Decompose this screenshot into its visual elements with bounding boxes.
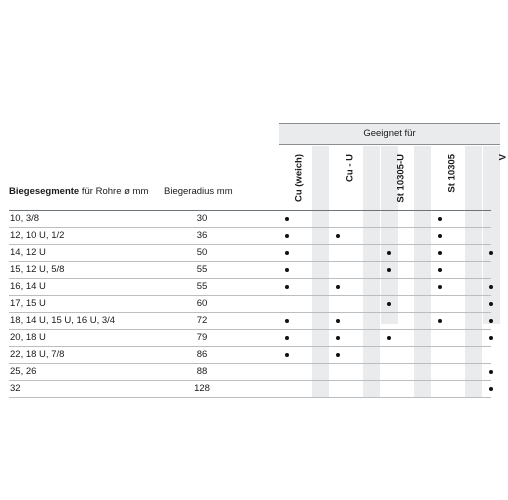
suitability-dot (285, 234, 289, 238)
cell-radius: 36 (196, 230, 208, 241)
suitability-dot (336, 336, 340, 340)
cell-radius: 72 (196, 315, 208, 326)
cell-segment: 12, 10 U, 1/2 (10, 230, 65, 241)
column-header-label: Cu - U (344, 154, 355, 182)
suitability-dot (285, 251, 289, 255)
suitability-dot (285, 336, 289, 340)
suitability-dot (438, 319, 442, 323)
row-spacer (414, 330, 431, 346)
suitability-dot (438, 234, 442, 238)
column-header-label: St 10305-U (395, 154, 406, 203)
cell-segment: 15, 12 U, 5/8 (10, 264, 65, 275)
suitability-dot (336, 234, 340, 238)
row-spacer (312, 211, 329, 227)
row-spacer (363, 262, 380, 278)
row-spacer (363, 381, 380, 397)
row-spacer (363, 296, 380, 312)
cell-segment: 22, 18 U, 7/8 (10, 349, 65, 360)
table-row (9, 262, 491, 279)
suitability-dot (285, 319, 289, 323)
suitability-dot (438, 251, 442, 255)
header-segments-bold: Biegesegmente (9, 186, 80, 197)
cell-radius: 128 (194, 383, 210, 394)
row-spacer (465, 330, 482, 346)
header-segments (9, 186, 148, 197)
row-spacer (414, 245, 431, 261)
row-spacer (312, 245, 329, 261)
column-header-label: V (497, 154, 508, 161)
suitability-dot (387, 336, 391, 340)
table-row (9, 245, 491, 262)
row-spacer (363, 347, 380, 363)
suitability-dot (489, 319, 493, 323)
column-header-label: St 10305 (446, 154, 457, 193)
row-spacer (363, 364, 380, 380)
row-spacer (312, 347, 329, 363)
table-row (9, 347, 491, 364)
row-spacer (465, 296, 482, 312)
cell-segment: 18, 14 U, 15 U, 16 U, 3/4 (10, 315, 116, 326)
table-row (9, 279, 491, 296)
row-spacer (465, 313, 482, 329)
suitability-dot (438, 268, 442, 272)
row-spacer (414, 228, 431, 244)
row-spacer (312, 262, 329, 278)
cell-radius: 55 (196, 281, 208, 292)
suitability-dot (489, 370, 493, 374)
row-spacer (312, 279, 329, 295)
header-segments-rest: für Rohre ø mm (79, 186, 149, 197)
cell-radius: 60 (196, 298, 208, 309)
suitability-dot (285, 353, 289, 357)
suitability-dot (438, 217, 442, 221)
cell-segment: 16, 14 U (10, 281, 46, 292)
row-spacer (414, 313, 431, 329)
row-spacer (312, 313, 329, 329)
suitability-dot (336, 285, 340, 289)
suitability-dot (285, 285, 289, 289)
cell-radius: 30 (196, 213, 208, 224)
cell-radius: 86 (196, 349, 208, 360)
row-spacer (363, 211, 380, 227)
cell-radius: 79 (196, 332, 208, 343)
cell-segment: 32 (10, 383, 21, 394)
table-row (9, 381, 491, 398)
row-spacer (312, 296, 329, 312)
suitability-dot (387, 268, 391, 272)
row-spacer (414, 347, 431, 363)
suitability-dot (489, 285, 493, 289)
suitability-dot (336, 353, 340, 357)
suitability-dot (489, 336, 493, 340)
row-spacer (414, 262, 431, 278)
row-spacer (414, 364, 431, 380)
row-spacer (414, 211, 431, 227)
row-spacer (363, 279, 380, 295)
row-spacer (465, 279, 482, 295)
row-spacer (465, 228, 482, 244)
suitability-dot (336, 319, 340, 323)
row-spacer (465, 211, 482, 227)
row-spacer (414, 296, 431, 312)
table-row (9, 296, 491, 313)
table-body (9, 210, 491, 398)
suitability-dot (489, 387, 493, 391)
row-spacer (363, 313, 380, 329)
header-radius: Biegeradius mm (164, 186, 233, 197)
row-spacer (363, 330, 380, 346)
row-spacer (465, 364, 482, 380)
cell-radius: 55 (196, 264, 208, 275)
row-spacer (465, 381, 482, 397)
suitability-dot (387, 251, 391, 255)
cell-segment: 25, 26 (10, 366, 37, 377)
column-header-label: Cu (weich) (293, 154, 304, 203)
cell-radius: 50 (196, 247, 208, 258)
group-header-geeignet-fuer: Geeignet für (279, 123, 500, 145)
suitability-dot (285, 217, 289, 221)
table-row (9, 228, 491, 245)
suitability-dot (285, 268, 289, 272)
suitability-dot (438, 285, 442, 289)
table-row (9, 364, 491, 381)
row-spacer (363, 245, 380, 261)
cell-radius: 88 (196, 366, 208, 377)
cell-segment: 20, 18 U (10, 332, 46, 343)
cell-segment: 17, 15 U (10, 298, 46, 309)
suitability-dot (387, 302, 391, 306)
row-spacer (465, 347, 482, 363)
row-spacer (312, 228, 329, 244)
row-spacer (312, 364, 329, 380)
table-row (9, 210, 491, 228)
suitability-dot (489, 302, 493, 306)
row-spacer (465, 245, 482, 261)
row-spacer (312, 330, 329, 346)
row-spacer (312, 381, 329, 397)
table-row (9, 330, 491, 347)
cell-segment: 10, 3/8 (10, 213, 40, 224)
row-spacer (414, 381, 431, 397)
cell-segment: 14, 12 U (10, 247, 46, 258)
suitability-dot (489, 251, 493, 255)
row-spacer (465, 262, 482, 278)
table-row (9, 313, 491, 330)
row-spacer (414, 279, 431, 295)
row-spacer (363, 228, 380, 244)
